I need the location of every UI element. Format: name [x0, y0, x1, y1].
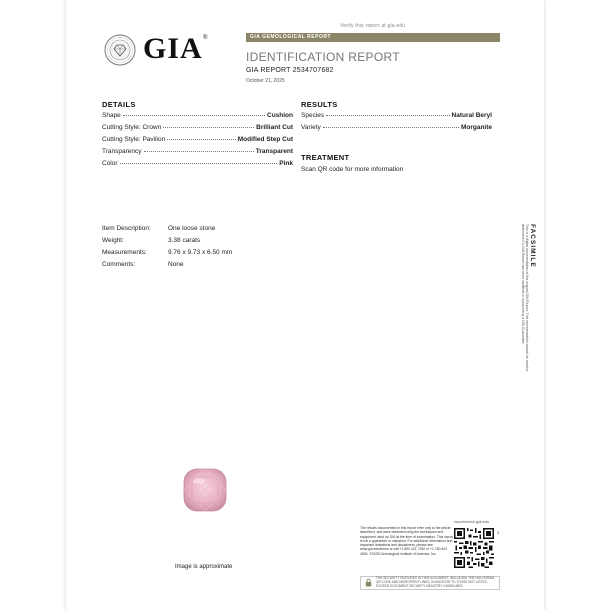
results-row	[301, 124, 492, 131]
treatment-title: TREATMENT	[301, 153, 350, 162]
desc-label: Comments:	[102, 261, 136, 268]
results-value: Morganite	[460, 124, 492, 131]
results-value: Natural Beryl	[451, 112, 492, 119]
verify-text: Verify this report at gia.edu	[340, 23, 406, 29]
facsimile-notice	[520, 224, 536, 384]
report-band: GIA GEMOLOGICAL REPORT	[246, 33, 500, 42]
details-label: Shape	[102, 112, 121, 119]
report-title: IDENTIFICATION REPORT	[246, 50, 400, 64]
disclaimer-text: The results documented in this report refer only to the article described, and were obtained using the techniques and equipment used by GIA at the time of examination. This report is not a guarantee or valuation. For additional information and important limitations and disclaimers, please see www.gia.edu/terms or call +1 800 421 7250 or +1 760 603 4500. ©2025 Gemological Institute of America, Inc.	[360, 526, 454, 556]
details-value: Modified Step Cut	[237, 136, 293, 143]
qr-url: reportcheck.gia.edu	[454, 519, 490, 524]
details-label: Cutting Style: Pavilion	[102, 136, 166, 143]
results-title: RESULTS	[301, 100, 338, 109]
results-row	[301, 112, 492, 119]
desc-value: 9.76 x 9.73 x 6.50 mm	[168, 249, 233, 256]
desc-value: None	[168, 261, 184, 268]
details-row	[102, 160, 293, 167]
details-value: Transparent	[255, 148, 293, 155]
details-value: Pink	[279, 160, 293, 167]
report-number: GIA REPORT 2534707682	[246, 67, 334, 74]
registered-mark: ®	[203, 35, 208, 41]
image-caption: Image is approximate	[175, 564, 233, 570]
lock-icon	[364, 578, 373, 587]
desc-label: Measurements:	[102, 249, 147, 256]
security-text: THE SECURITY FEATURES IN THIS DOCUMENT, INCLUDING THE HOLOGRAM, QR CODE AND MICROPRINT LINES, IN ADDITION TO THOSE NOT LISTED, EXCEED DOCUMENT SECURITY INDUSTRY GUIDELINES.	[376, 576, 495, 588]
report-date: October 21, 2025	[246, 78, 285, 84]
details-title: DETAILS	[102, 100, 136, 109]
details-label: Cutting Style: Crown	[102, 124, 162, 131]
qr-digit: 2	[497, 530, 500, 535]
gemstone-image	[182, 467, 228, 513]
report-page	[66, 0, 544, 610]
gia-logo: GIA	[143, 32, 203, 65]
details-value: Cushion	[267, 112, 293, 119]
results-label: Species	[301, 112, 325, 119]
desc-label: Item Description:	[102, 225, 151, 232]
qr-code-icon[interactable]	[454, 528, 494, 568]
details-label: Transparency	[102, 148, 142, 155]
desc-value: One loose stone	[168, 225, 216, 232]
facsimile-text: This is a digital representation of the original GIA Report. This representation cannot be used to determine if a GIA Report has been modified or replaced by a GIA Guarantee.	[520, 224, 529, 372]
details-label: Color	[102, 160, 118, 167]
details-row	[102, 148, 293, 155]
results-label: Variety	[301, 124, 321, 131]
details-value: Brilliant Cut	[256, 124, 293, 131]
desc-value: 3.38 carats	[168, 237, 201, 244]
details-row	[102, 124, 293, 131]
details-row	[102, 112, 293, 119]
facsimile-title: FACSIMILE	[529, 224, 536, 268]
treatment-note: Scan QR code for more information	[301, 166, 404, 173]
desc-label: Weight:	[102, 237, 124, 244]
details-row	[102, 136, 293, 143]
gia-seal-icon	[104, 34, 136, 66]
